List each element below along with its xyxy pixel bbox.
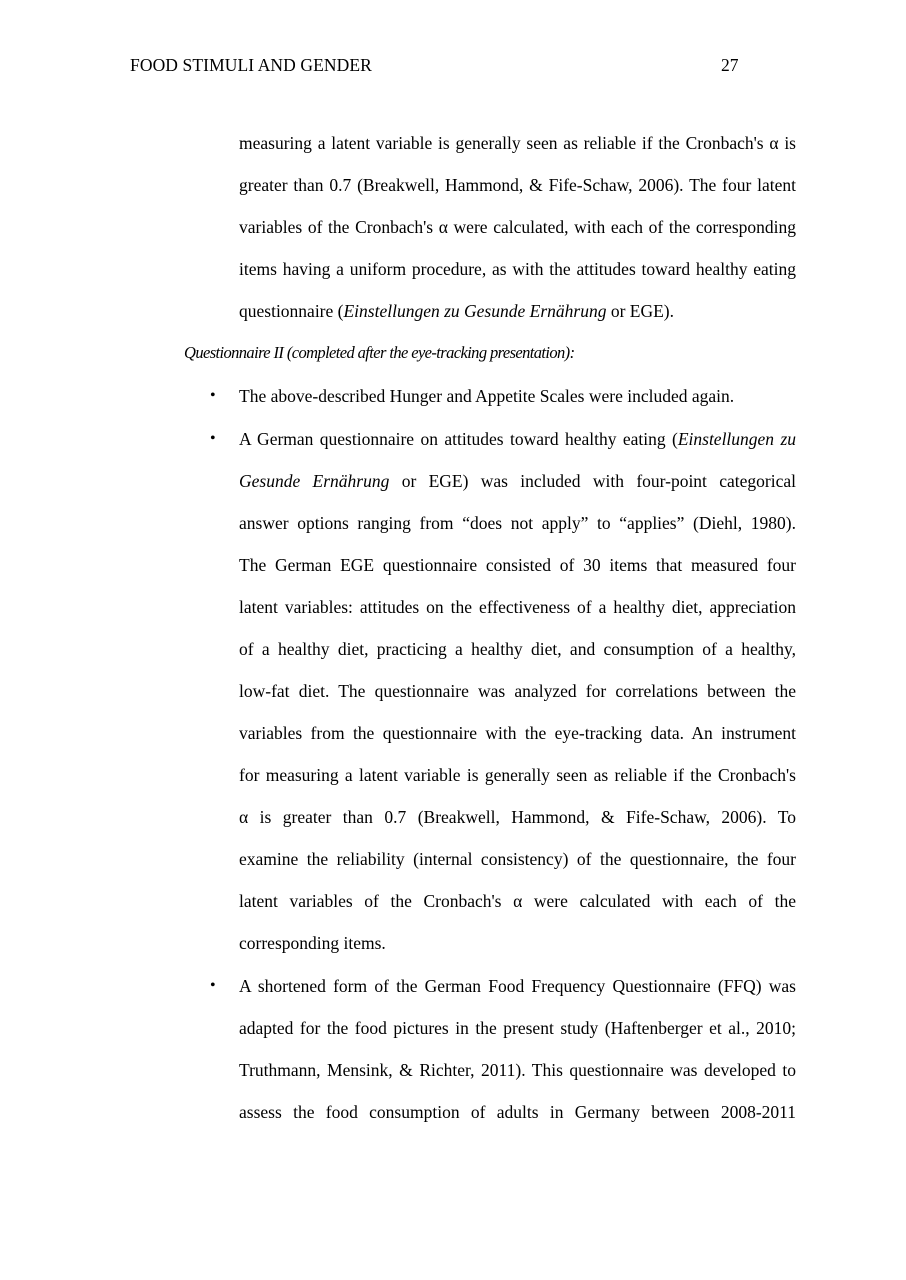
paragraph-line: of a healthy diet, practicing a healthy diet, and consumption of a healthy, bbox=[239, 639, 796, 659]
bullet-item-hunger-scales: The above-described Hunger and Appetite Scales were included again. bbox=[239, 386, 735, 406]
paragraph-line: assess the food consumption of adults in Germany between 2008-2011 bbox=[239, 1102, 796, 1122]
bullet-marker: • bbox=[210, 387, 216, 404]
italic-term: Einstellungen zu Gesunde Ernährung bbox=[343, 301, 607, 321]
paragraph-line: items having a uniform procedure, as with the attitudes toward healthy eating bbox=[239, 259, 796, 279]
text-span: A German questionnaire on attitudes toward healthy eating ( bbox=[239, 429, 678, 449]
italic-term: Einstellungen zu bbox=[677, 429, 796, 449]
text-span: questionnaire ( bbox=[239, 301, 344, 321]
paragraph-line: latent variables: attitudes on the effectiveness of a healthy diet, appreciation bbox=[239, 597, 796, 617]
page-number: 27 bbox=[721, 55, 739, 75]
bullet-marker: • bbox=[210, 977, 216, 994]
running-head: FOOD STIMULI AND GENDER bbox=[130, 55, 372, 75]
paragraph-line: corresponding items. bbox=[239, 933, 386, 953]
paragraph-line: adapted for the food pictures in the present study (Haftenberger et al., 2010; bbox=[239, 1018, 796, 1038]
italic-term: Gesunde Ernährung bbox=[239, 471, 390, 491]
paragraph-line: α is greater than 0.7 (Breakwell, Hammond, & Fife-Schaw, 2006). To bbox=[239, 807, 796, 827]
paragraph-line: The German EGE questionnaire consisted of 30 items that measured four bbox=[239, 555, 796, 575]
paragraph-line: variables of the Cronbach's α were calculated, with each of the corresponding bbox=[239, 217, 796, 237]
paragraph-line: greater than 0.7 (Breakwell, Hammond, & Fife-Schaw, 2006). The four latent bbox=[239, 175, 796, 195]
bullet-marker: • bbox=[210, 430, 216, 447]
paragraph-line: low-fat diet. The questionnaire was analyzed for correlations between the bbox=[239, 681, 796, 701]
paragraph-line bbox=[239, 470, 796, 492]
section-heading: Questionnaire II (completed after the eye-tracking presentation): bbox=[184, 343, 575, 362]
paragraph-line: answer options ranging from “does not apply” to “applies” (Diehl, 1980). bbox=[239, 513, 796, 533]
text-span: or EGE). bbox=[606, 301, 675, 321]
paragraph-line: measuring a latent variable is generally seen as reliable if the Cronbach's α is bbox=[239, 133, 796, 153]
text-span: or EGE) was included with four-point categorical bbox=[389, 471, 796, 491]
paragraph-line: latent variables of the Cronbach's α were calculated with each of the bbox=[239, 891, 796, 911]
paragraph-line: examine the reliability (internal consistency) of the questionnaire, the four bbox=[239, 849, 796, 869]
paragraph-line: variables from the questionnaire with the eye-tracking data. An instrument bbox=[239, 723, 796, 743]
paragraph-line: for measuring a latent variable is generally seen as reliable if the Cronbach's bbox=[239, 765, 796, 785]
paragraph-line: Truthmann, Mensink, & Richter, 2011). This questionnaire was developed to bbox=[239, 1060, 796, 1080]
paragraph-line bbox=[239, 300, 796, 322]
paragraph-line: A shortened form of the German Food Frequency Questionnaire (FFQ) was bbox=[239, 976, 796, 996]
paragraph-line bbox=[239, 428, 796, 450]
